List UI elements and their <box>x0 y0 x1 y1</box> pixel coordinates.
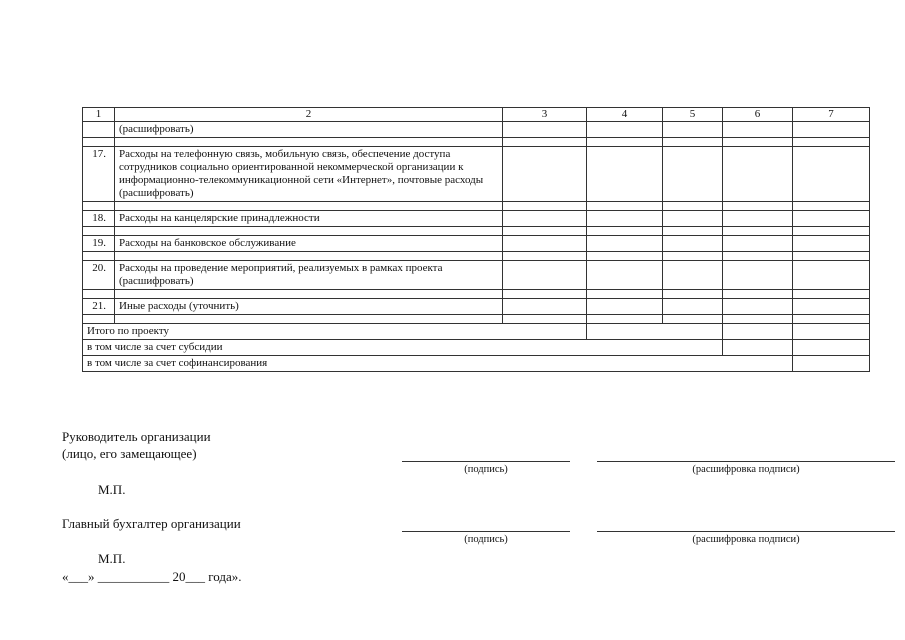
row-number: 20. <box>83 261 115 290</box>
decoding-line <box>597 461 895 462</box>
signature-line <box>402 531 570 532</box>
cell <box>587 122 663 138</box>
signature-caption: (подпись) <box>464 464 508 475</box>
cell <box>793 211 870 227</box>
total-row <box>83 324 870 340</box>
cell <box>793 236 870 252</box>
total-row <box>83 356 870 372</box>
table-row <box>83 227 870 236</box>
decoding-caption: (расшифровка подписи) <box>692 464 800 475</box>
table-row <box>83 299 870 315</box>
column-header: 5 <box>663 108 723 122</box>
cell <box>587 147 663 202</box>
stamp-label: М.П. <box>98 482 126 497</box>
row-label: Расходы на телефонную связь, мобильную связь, обеспечение доступа сотрудников социально ориентированной некоммерческой организации к информационно-телекоммуникационной сети «Интернет», почтовые расходы (расшифровать) <box>115 147 503 202</box>
table-row <box>83 236 870 252</box>
accountant-title: Главный бухгалтер организации <box>62 516 241 531</box>
cell <box>723 299 793 315</box>
total-label: в том числе за счет субсидии <box>83 340 723 356</box>
cell <box>723 122 793 138</box>
table-row <box>83 202 870 211</box>
cell <box>503 299 587 315</box>
cell <box>723 236 793 252</box>
cell <box>793 122 870 138</box>
cell <box>503 236 587 252</box>
cell <box>503 261 587 290</box>
budget-table <box>82 107 870 372</box>
cell <box>793 324 870 340</box>
decoding-caption: (расшифровка подписи) <box>692 534 800 545</box>
table-row <box>83 147 870 202</box>
column-header: 6 <box>723 108 793 122</box>
row-number: 19. <box>83 236 115 252</box>
decoding-line <box>597 531 895 532</box>
signature-line <box>402 461 570 462</box>
table-row <box>83 138 870 147</box>
table-row <box>83 315 870 324</box>
table-row <box>83 211 870 227</box>
cell <box>663 299 723 315</box>
column-header: 3 <box>503 108 587 122</box>
total-row <box>83 340 870 356</box>
total-label: Итого по проекту <box>83 324 587 340</box>
row-label: Расходы на канцелярские принадлежности <box>115 211 503 227</box>
row-label: Расходы на банковское обслуживание <box>115 236 503 252</box>
cell <box>503 211 587 227</box>
row-number: 21. <box>83 299 115 315</box>
cell <box>723 261 793 290</box>
cell <box>793 299 870 315</box>
signature-caption: (подпись) <box>464 534 508 545</box>
cell <box>723 340 793 356</box>
cell <box>587 299 663 315</box>
row-label: (расшифровать) <box>115 122 503 138</box>
cell <box>587 236 663 252</box>
table-row <box>83 261 870 290</box>
row-number: 18. <box>83 211 115 227</box>
cell <box>793 147 870 202</box>
column-header: 7 <box>793 108 870 122</box>
table-row <box>83 252 870 261</box>
cell <box>663 236 723 252</box>
column-header: 1 <box>83 108 115 122</box>
cell <box>793 356 870 372</box>
cell <box>587 261 663 290</box>
row-number <box>83 122 115 138</box>
cell <box>793 261 870 290</box>
table-row <box>83 122 870 138</box>
cell <box>723 324 793 340</box>
cell <box>663 261 723 290</box>
cell <box>723 211 793 227</box>
cell <box>723 147 793 202</box>
row-label: Расходы на проведение мероприятий, реализуемых в рамках проекта (расшифровать) <box>115 261 503 290</box>
total-label: в том числе за счет софинансирования <box>83 356 793 372</box>
head-subtitle: (лицо, его замещающее) <box>62 446 197 461</box>
table-header-row <box>83 108 870 122</box>
cell <box>663 122 723 138</box>
cell <box>587 211 663 227</box>
row-label: Иные расходы (уточнить) <box>115 299 503 315</box>
stamp-label: М.П. <box>98 551 126 566</box>
cell <box>793 340 870 356</box>
cell <box>663 211 723 227</box>
column-header: 2 <box>115 108 503 122</box>
cell <box>503 147 587 202</box>
cell <box>587 324 723 340</box>
column-header: 4 <box>587 108 663 122</box>
date-line: «___» ___________ 20___ года». <box>62 569 242 584</box>
row-number: 17. <box>83 147 115 202</box>
cell <box>503 122 587 138</box>
cell <box>663 147 723 202</box>
table-row <box>83 290 870 299</box>
head-title: Руководитель организации <box>62 429 211 444</box>
